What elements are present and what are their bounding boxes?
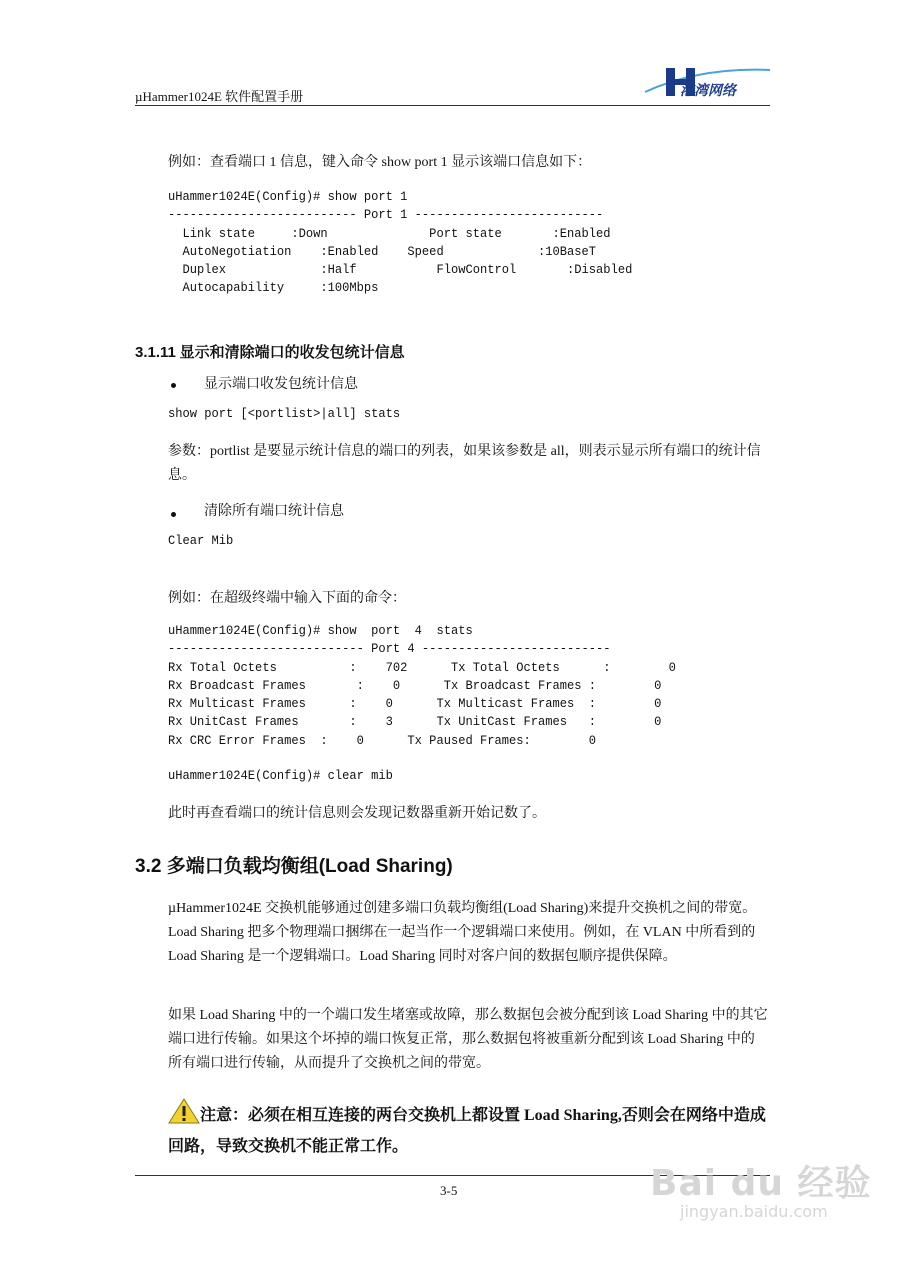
section-3-1-11-heading	[135, 341, 405, 362]
cmd-clear-mib: Clear Mib	[168, 533, 234, 548]
example1-code-block: uHammer1024E(Config)# show port 1 -------------------------- Port 1 -------------------------- Link state :Down Port state :Enabled AutoNegotiation :Enabled Speed :10BaseT Duplex :Half FlowControl :Disabled Autocapability :100Mbps	[168, 189, 633, 296]
cmd-clear-mib-example: uHammer1024E(Config)# clear mib	[168, 768, 393, 783]
after-clear-text: 此时再查看端口的统计信息则会发现记数器重新开始记数了。	[168, 806, 546, 821]
section-title: 多端口负载均衡组(Load Sharing)	[166, 856, 453, 877]
bullet-show-stats: 显示端口收发包统计信息	[204, 377, 358, 392]
section-number: 3.2	[135, 856, 162, 877]
bullet-icon	[171, 383, 176, 388]
warning-note	[168, 1098, 778, 1162]
load-sharing-paragraph-1: µHammer1024E 交换机能够通过创建多端口负载均衡组(Load Sharing)来提升交换机之间的带宽。Load Sharing 把多个物理端口捆绑在一起当作一个逻辑端口来使用。例如，在 VLAN 中所看到的 Load Sharing 是一个逻辑端口。Load Sharing 同时对客户间的数据包顺序提供保障。	[168, 901, 757, 964]
example2-code-block: uHammer1024E(Config)# show port 4 stats --------------------------- Port 4 -------------------------- Rx Total Octets : 702 Tx Total Octets : 0 Rx Broadcast Frames : 0 Tx Broadcast Frames : 0 Rx Multicast Frames : 0 Tx Multicast Frames : 0 Rx UnitCast Frames : 3 Tx UnitCast Frames : 0 Rx CRC Error Frames : 0 Tx Paused Frames: 0	[168, 623, 676, 748]
watermark-url: jingyan.baidu.com	[680, 1202, 828, 1221]
header-title: µHammer1024E 软件配置手册	[135, 89, 304, 104]
bullet-clear-stats: 清除所有端口统计信息	[204, 504, 344, 519]
header-divider	[135, 105, 770, 106]
bullet-icon	[171, 512, 176, 517]
warning-text: 注意：必须在相互连接的两台交换机上都设置 Load Sharing,否则会在网络中造成回路，导致交换机不能正常工作。	[168, 1107, 766, 1155]
cmd-show-stats: show port [<portlist>|all] stats	[168, 406, 401, 421]
example1-intro: 例如：查看端口 1 信息，键入命令 show port 1 显示该端口信息如下：	[168, 155, 592, 170]
watermark-brand: Bai du 经验	[650, 1163, 872, 1204]
section-3-2-heading	[135, 851, 453, 878]
section-number: 3.1.11	[135, 344, 176, 361]
logo-text: 港湾网络	[680, 83, 736, 99]
load-sharing-paragraph-2: 如果 Load Sharing 中的一个端口发生堵塞或故障，那么数据包会被分配到该 Load Sharing 中的其它端口进行传输。如果这个坏掉的端口恢复正常，那么数据包将被重新分配到该 Load Sharing 中的所有端口进行传输，从而提升了交换机之间的带宽。	[168, 1008, 768, 1071]
param-description: 参数：portlist 是要显示统计信息的端口的列表，如果该参数是 all，则表示显示所有端口的统计信息。	[168, 444, 761, 483]
warning-icon	[168, 1098, 200, 1124]
section-title: 显示和清除端口的收发包统计信息	[179, 345, 405, 361]
example2-intro: 例如：在超级终端中输入下面的命令：	[168, 591, 406, 606]
baidu-watermark	[650, 1155, 872, 1221]
page-number: 3-5	[440, 1183, 458, 1198]
